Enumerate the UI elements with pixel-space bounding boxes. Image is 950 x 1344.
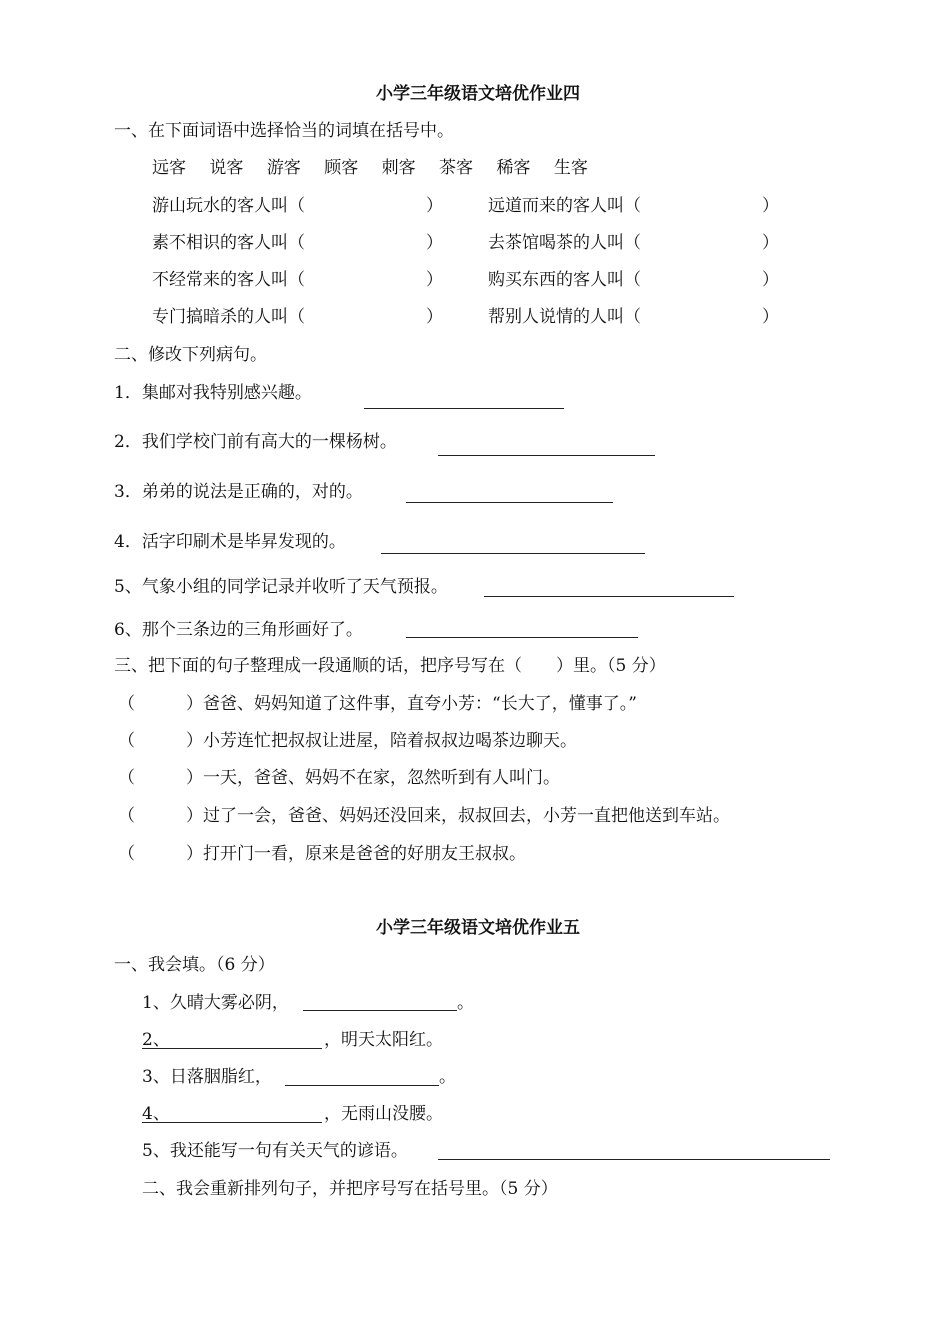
ordering-item: （ ）小芳连忙把叔叔让进屋，陪着叔叔边喝茶边聊天。 (118, 731, 577, 751)
answer-line[interactable] (406, 502, 613, 503)
close-paren: ） (426, 233, 443, 253)
ordering-item: （ ）一天，爸爸、妈妈不在家，忽然听到有人叫门。 (118, 768, 560, 788)
answer-line[interactable] (406, 637, 638, 638)
answer-line[interactable] (142, 1048, 322, 1049)
sentence-item: 2．我们学校门前有高大的一棵杨树。 (114, 432, 397, 452)
worksheet5-title: 小学三年级语文培优作业五 (376, 918, 580, 938)
word-option: 游客 (266, 158, 301, 178)
ws5-section2-heading: 二、我会重新排列句子，并把序号写在括号里。（5 分） (142, 1179, 558, 1199)
close-paren: ） (762, 233, 779, 253)
answer-line[interactable] (285, 1085, 439, 1086)
fill-item-left: 专门搞暗杀的人叫（ (152, 307, 305, 327)
worksheet4-title: 小学三年级语文培优作业四 (376, 84, 580, 104)
fill-item-right: 帮别人说情的人叫（ (488, 307, 641, 327)
answer-line[interactable] (438, 455, 655, 456)
fill-item-right: 远道而来的客人叫（ (488, 196, 641, 216)
word-option: 刺客 (381, 158, 416, 178)
fill-item-left: 素不相识的客人叫（ (152, 233, 305, 253)
answer-line[interactable] (381, 553, 645, 554)
close-paren: ） (762, 307, 779, 327)
proverb-number: 2、 (142, 1030, 170, 1050)
ordering-item: （ ）过了一会，爸爸、妈妈还没回来，叔叔回去，小芳一直把他送到车站。 (118, 806, 730, 826)
ordering-item: （ ）爸爸、妈妈知道了这件事，直夸小芳：“长大了，懂事了。” (118, 694, 637, 714)
word-option: 远客 (152, 158, 186, 178)
word-bank (152, 158, 606, 178)
sentence-item: 6、那个三条边的三角形画好了。 (114, 620, 363, 640)
word-option: 茶客 (439, 158, 474, 178)
answer-line[interactable] (484, 596, 734, 597)
fill-item-left: 游山玩水的客人叫（ (152, 196, 305, 216)
word-option: 稀客 (496, 158, 531, 178)
close-paren: ） (762, 270, 779, 290)
fill-item-left: 不经常来的客人叫（ (152, 270, 305, 290)
close-paren: ） (426, 307, 443, 327)
section2-heading: 二、修改下列病句。 (114, 345, 267, 365)
answer-line[interactable] (364, 408, 564, 409)
sentence-item: 1．集邮对我特别感兴趣。 (114, 383, 312, 403)
proverb-text: ，无雨山没腰。 (324, 1104, 443, 1124)
answer-line[interactable] (142, 1122, 322, 1123)
proverb-item: 3、日落胭脂红， (142, 1067, 272, 1087)
section1-heading: 一、在下面词语中选择恰当的词填在括号中。 (114, 121, 454, 141)
word-option: 生客 (553, 158, 588, 178)
sentence-item: 4．活字印刷术是毕昇发现的。 (114, 532, 346, 552)
close-paren: ） (426, 270, 443, 290)
fill-item-right: 去茶馆喝茶的人叫（ (488, 233, 641, 253)
ws5-section1-heading: 一、我会填。（6 分） (114, 955, 275, 975)
fill-item-right: 购买东西的客人叫（ (488, 270, 641, 290)
proverb-end: 。 (439, 1067, 456, 1087)
answer-line[interactable] (303, 1010, 457, 1011)
answer-line[interactable] (438, 1159, 830, 1160)
word-option: 说客 (209, 158, 244, 178)
word-option: 顾客 (324, 158, 359, 178)
section3-heading: 三、把下面的句子整理成一段通顺的话，把序号写在（ ）里。（5 分） (114, 656, 666, 676)
proverb-number: 4、 (142, 1104, 170, 1124)
close-paren: ） (426, 196, 443, 216)
sentence-item: 5、气象小组的同学记录并收听了天气预报。 (114, 577, 448, 597)
close-paren: ） (762, 196, 779, 216)
proverb-end: 。 (457, 993, 474, 1013)
proverb-item: 5、我还能写一句有关天气的谚语。 (142, 1141, 408, 1161)
sentence-item: 3．弟弟的说法是正确的，对的。 (114, 482, 363, 502)
proverb-text: ，明天太阳红。 (324, 1030, 443, 1050)
ordering-item: （ ）打开门一看，原来是爸爸的好朋友王叔叔。 (118, 844, 526, 864)
proverb-item: 1、久晴大雾必阴， (142, 993, 289, 1013)
